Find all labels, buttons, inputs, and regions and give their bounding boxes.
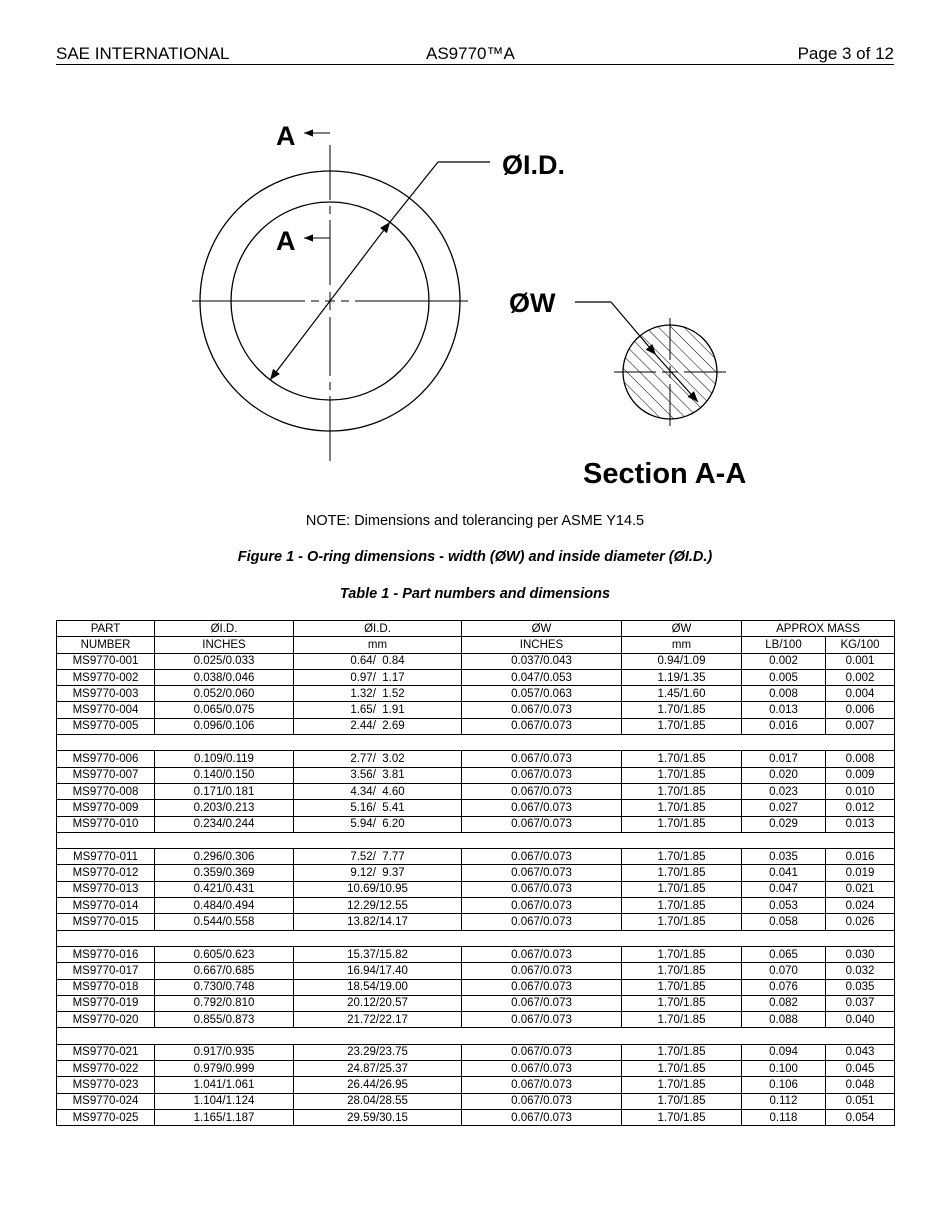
table-row <box>57 816 895 832</box>
id-inches-cell: 0.979/0.999 <box>155 1061 294 1077</box>
w-mm-cell: 1.19/1.35 <box>622 669 742 685</box>
mass-lb-cell: 0.035 <box>742 849 826 865</box>
part-number-cell: MS9770-006 <box>57 751 155 767</box>
mass-kg-cell: 0.019 <box>826 865 895 881</box>
id-inches-cell: 0.025/0.033 <box>155 653 294 669</box>
w-mm-cell: 1.70/1.85 <box>622 881 742 897</box>
dimension-note: NOTE: Dimensions and tolerancing per ASME Y14.5 <box>305 513 645 529</box>
id-inches-cell: 1.104/1.124 <box>155 1093 294 1109</box>
id-inches-cell: 0.855/0.873 <box>155 1012 294 1028</box>
center-lines <box>192 145 468 461</box>
mass-lb-cell: 0.005 <box>742 669 826 685</box>
subheader-mm: mm <box>294 637 462 653</box>
part-number-cell: MS9770-021 <box>57 1044 155 1060</box>
subheader-mm: mm <box>622 637 742 653</box>
id-inches-cell: 0.667/0.685 <box>155 963 294 979</box>
mass-lb-cell: 0.076 <box>742 979 826 995</box>
w-inches-cell: 0.067/0.073 <box>462 963 622 979</box>
w-inches-cell: 0.067/0.073 <box>462 1061 622 1077</box>
w-mm-cell: 1.70/1.85 <box>622 1109 742 1125</box>
part-number-cell: MS9770-004 <box>57 702 155 718</box>
w-inches-cell: 0.067/0.073 <box>462 1012 622 1028</box>
mass-lb-cell: 0.100 <box>742 1061 826 1077</box>
w-inches-cell: 0.067/0.073 <box>462 881 622 897</box>
w-inches-cell: 0.067/0.073 <box>462 1077 622 1093</box>
table-row <box>57 963 895 979</box>
table-header-row <box>57 621 895 637</box>
w-inches-cell: 0.067/0.073 <box>462 849 622 865</box>
mass-kg-cell: 0.010 <box>826 783 895 799</box>
mass-lb-cell: 0.053 <box>742 898 826 914</box>
part-number-cell: MS9770-025 <box>57 1109 155 1125</box>
id-inches-cell: 0.730/0.748 <box>155 979 294 995</box>
part-number-cell: MS9770-015 <box>57 914 155 930</box>
table-row <box>57 946 895 962</box>
w-mm-cell: 1.70/1.85 <box>622 702 742 718</box>
header-part: PART <box>57 621 155 637</box>
subheader-number: NUMBER <box>57 637 155 653</box>
part-number-cell: MS9770-002 <box>57 669 155 685</box>
group-spacer-row <box>57 930 895 946</box>
w-mm-cell: 1.70/1.85 <box>622 898 742 914</box>
w-inches-cell: 0.067/0.073 <box>462 783 622 799</box>
id-inches-cell: 0.140/0.150 <box>155 767 294 783</box>
w-inches-cell: 0.067/0.073 <box>462 702 622 718</box>
w-mm-cell: 1.70/1.85 <box>622 946 742 962</box>
w-inches-cell: 0.067/0.073 <box>462 1109 622 1125</box>
header-page-number: Page 3 of 12 <box>797 44 894 63</box>
mass-lb-cell: 0.023 <box>742 783 826 799</box>
mass-kg-cell: 0.001 <box>826 653 895 669</box>
part-number-cell: MS9770-022 <box>57 1061 155 1077</box>
mass-lb-cell: 0.118 <box>742 1109 826 1125</box>
part-number-cell: MS9770-010 <box>57 816 155 832</box>
id-inches-cell: 1.165/1.187 <box>155 1109 294 1125</box>
w-mm-cell: 1.70/1.85 <box>622 1012 742 1028</box>
table-row <box>57 702 895 718</box>
mass-lb-cell: 0.065 <box>742 946 826 962</box>
table-caption: Table 1 - Part numbers and dimensions <box>339 586 611 602</box>
id-mm-cell: 13.82/14.17 <box>294 914 462 930</box>
part-number-cell: MS9770-003 <box>57 686 155 702</box>
w-mm-cell: 1.70/1.85 <box>622 816 742 832</box>
part-number-cell: MS9770-014 <box>57 898 155 914</box>
mass-kg-cell: 0.026 <box>826 914 895 930</box>
mass-lb-cell: 0.106 <box>742 1077 826 1093</box>
id-mm-cell: 1.65/ 1.91 <box>294 702 462 718</box>
id-mm-cell: 16.94/17.40 <box>294 963 462 979</box>
id-inches-cell: 0.917/0.935 <box>155 1044 294 1060</box>
part-number-cell: MS9770-005 <box>57 718 155 734</box>
table-row <box>57 686 895 702</box>
mass-kg-cell: 0.002 <box>826 669 895 685</box>
mass-lb-cell: 0.002 <box>742 653 826 669</box>
mass-kg-cell: 0.012 <box>826 800 895 816</box>
mass-lb-cell: 0.082 <box>742 995 826 1011</box>
group-spacer-row <box>57 1028 895 1044</box>
id-inches-cell: 0.052/0.060 <box>155 686 294 702</box>
id-mm-cell: 9.12/ 9.37 <box>294 865 462 881</box>
table-row <box>57 995 895 1011</box>
w-mm-cell: 1.70/1.85 <box>622 963 742 979</box>
part-number-cell: MS9770-019 <box>57 995 155 1011</box>
w-inches-cell: 0.067/0.073 <box>462 946 622 962</box>
table-row <box>57 865 895 881</box>
mass-kg-cell: 0.009 <box>826 767 895 783</box>
id-mm-cell: 18.54/19.00 <box>294 979 462 995</box>
w-mm-cell: 1.70/1.85 <box>622 1093 742 1109</box>
mass-kg-cell: 0.006 <box>826 702 895 718</box>
header-organization: SAE INTERNATIONAL <box>56 44 230 63</box>
id-mm-cell: 5.16/ 5.41 <box>294 800 462 816</box>
table-row <box>57 979 895 995</box>
id-inches-cell: 0.065/0.075 <box>155 702 294 718</box>
id-mm-cell: 2.44/ 2.69 <box>294 718 462 734</box>
header-id-inches: ØI.D. <box>155 621 294 637</box>
table-row <box>57 1077 895 1093</box>
w-mm-cell: 1.70/1.85 <box>622 849 742 865</box>
label-a-top: A <box>276 121 296 151</box>
id-inches-cell: 0.171/0.181 <box>155 783 294 799</box>
mass-lb-cell: 0.094 <box>742 1044 826 1060</box>
mass-kg-cell: 0.040 <box>826 1012 895 1028</box>
id-mm-cell: 7.52/ 7.77 <box>294 849 462 865</box>
part-numbers-table <box>56 620 895 1126</box>
id-inches-cell: 0.544/0.558 <box>155 914 294 930</box>
mass-lb-cell: 0.088 <box>742 1012 826 1028</box>
id-mm-cell: 21.72/22.17 <box>294 1012 462 1028</box>
w-mm-cell: 1.70/1.85 <box>622 1061 742 1077</box>
mass-kg-cell: 0.045 <box>826 1061 895 1077</box>
part-number-cell: MS9770-017 <box>57 963 155 979</box>
w-inches-cell: 0.037/0.043 <box>462 653 622 669</box>
mass-lb-cell: 0.029 <box>742 816 826 832</box>
table-row <box>57 914 895 930</box>
id-inches-cell: 0.096/0.106 <box>155 718 294 734</box>
w-inches-cell: 0.067/0.073 <box>462 1044 622 1060</box>
subheader-kg: KG/100 <box>826 637 895 653</box>
mass-kg-cell: 0.043 <box>826 1044 895 1060</box>
id-mm-cell: 2.77/ 3.02 <box>294 751 462 767</box>
figure-caption: Figure 1 - O-ring dimensions - width (ØW) and inside diameter (ØI.D.) <box>237 549 713 565</box>
mass-kg-cell: 0.035 <box>826 979 895 995</box>
id-mm-cell: 0.97/ 1.17 <box>294 669 462 685</box>
mass-kg-cell: 0.016 <box>826 849 895 865</box>
group-spacer-row <box>57 735 895 751</box>
id-inches-cell: 0.234/0.244 <box>155 816 294 832</box>
mass-lb-cell: 0.070 <box>742 963 826 979</box>
mass-lb-cell: 0.041 <box>742 865 826 881</box>
w-inches-cell: 0.047/0.053 <box>462 669 622 685</box>
spacer-cell <box>57 930 895 946</box>
id-inches-cell: 0.203/0.213 <box>155 800 294 816</box>
o-ring-figure <box>0 0 950 500</box>
id-inches-cell: 0.605/0.623 <box>155 946 294 962</box>
w-mm-cell: 1.70/1.85 <box>622 718 742 734</box>
w-inches-cell: 0.067/0.073 <box>462 995 622 1011</box>
w-mm-cell: 1.70/1.85 <box>622 865 742 881</box>
table-subheader-row <box>57 637 895 653</box>
w-mm-cell: 0.94/1.09 <box>622 653 742 669</box>
mass-kg-cell: 0.051 <box>826 1093 895 1109</box>
subheader-inches: INCHES <box>155 637 294 653</box>
part-number-cell: MS9770-001 <box>57 653 155 669</box>
part-number-cell: MS9770-020 <box>57 1012 155 1028</box>
w-mm-cell: 1.70/1.85 <box>622 914 742 930</box>
id-inches-cell: 0.484/0.494 <box>155 898 294 914</box>
w-inches-cell: 0.067/0.073 <box>462 718 622 734</box>
header-document-number: AS9770™A <box>426 44 515 63</box>
w-inches-cell: 0.057/0.063 <box>462 686 622 702</box>
label-section: Section A-A <box>583 458 747 490</box>
table-row <box>57 1093 895 1109</box>
w-inches-cell: 0.067/0.073 <box>462 898 622 914</box>
group-spacer-row <box>57 832 895 848</box>
w-inches-cell: 0.067/0.073 <box>462 865 622 881</box>
table-row <box>57 1061 895 1077</box>
mass-lb-cell: 0.027 <box>742 800 826 816</box>
spacer-cell <box>57 1028 895 1044</box>
mass-kg-cell: 0.054 <box>826 1109 895 1125</box>
w-inches-cell: 0.067/0.073 <box>462 767 622 783</box>
id-mm-cell: 10.69/10.95 <box>294 881 462 897</box>
id-mm-cell: 20.12/20.57 <box>294 995 462 1011</box>
mass-lb-cell: 0.058 <box>742 914 826 930</box>
id-mm-cell: 23.29/23.75 <box>294 1044 462 1060</box>
w-inches-cell: 0.067/0.073 <box>462 914 622 930</box>
mass-lb-cell: 0.016 <box>742 718 826 734</box>
id-mm-cell: 3.56/ 3.81 <box>294 767 462 783</box>
w-mm-cell: 1.70/1.85 <box>622 800 742 816</box>
id-inches-cell: 0.792/0.810 <box>155 995 294 1011</box>
id-mm-cell: 28.04/28.55 <box>294 1093 462 1109</box>
w-mm-cell: 1.70/1.85 <box>622 1077 742 1093</box>
label-width: ØW <box>509 288 556 318</box>
table-row <box>57 881 895 897</box>
mass-kg-cell: 0.048 <box>826 1077 895 1093</box>
part-number-cell: MS9770-024 <box>57 1093 155 1109</box>
part-number-cell: MS9770-011 <box>57 849 155 865</box>
mass-kg-cell: 0.004 <box>826 686 895 702</box>
table-row <box>57 1044 895 1060</box>
table-row <box>57 898 895 914</box>
table-row <box>57 653 895 669</box>
mass-lb-cell: 0.020 <box>742 767 826 783</box>
mass-kg-cell: 0.008 <box>826 751 895 767</box>
mass-kg-cell: 0.007 <box>826 718 895 734</box>
w-inches-cell: 0.067/0.073 <box>462 751 622 767</box>
w-inches-cell: 0.067/0.073 <box>462 800 622 816</box>
mass-kg-cell: 0.037 <box>826 995 895 1011</box>
w-mm-cell: 1.70/1.85 <box>622 995 742 1011</box>
mass-lb-cell: 0.017 <box>742 751 826 767</box>
w-inches-cell: 0.067/0.073 <box>462 979 622 995</box>
id-inches-cell: 0.359/0.369 <box>155 865 294 881</box>
id-mm-cell: 29.59/30.15 <box>294 1109 462 1125</box>
table-row <box>57 751 895 767</box>
w-mm-cell: 1.70/1.85 <box>622 783 742 799</box>
part-number-cell: MS9770-018 <box>57 979 155 995</box>
id-mm-cell: 4.34/ 4.60 <box>294 783 462 799</box>
mass-kg-cell: 0.030 <box>826 946 895 962</box>
id-inches-cell: 0.109/0.119 <box>155 751 294 767</box>
w-mm-cell: 1.70/1.85 <box>622 979 742 995</box>
mass-kg-cell: 0.013 <box>826 816 895 832</box>
part-number-cell: MS9770-023 <box>57 1077 155 1093</box>
w-mm-cell: 1.70/1.85 <box>622 767 742 783</box>
id-inches-cell: 0.421/0.431 <box>155 881 294 897</box>
w-mm-cell: 1.70/1.85 <box>622 1044 742 1060</box>
label-a-inner: A <box>276 226 296 256</box>
part-number-cell: MS9770-009 <box>57 800 155 816</box>
w-mm-cell: 1.70/1.85 <box>622 751 742 767</box>
header-id-mm: ØI.D. <box>294 621 462 637</box>
mass-lb-cell: 0.047 <box>742 881 826 897</box>
id-mm-cell: 26.44/26.95 <box>294 1077 462 1093</box>
subheader-inches: INCHES <box>462 637 622 653</box>
id-mm-cell: 24.87/25.37 <box>294 1061 462 1077</box>
mass-lb-cell: 0.013 <box>742 702 826 718</box>
spacer-cell <box>57 832 895 848</box>
table-row <box>57 1109 895 1125</box>
table-row <box>57 783 895 799</box>
table-row <box>57 669 895 685</box>
mass-kg-cell: 0.032 <box>826 963 895 979</box>
id-mm-cell: 5.94/ 6.20 <box>294 816 462 832</box>
cross-section-center-lines <box>614 318 726 426</box>
w-mm-cell: 1.45/1.60 <box>622 686 742 702</box>
table-row <box>57 800 895 816</box>
subheader-lb: LB/100 <box>742 637 826 653</box>
mass-lb-cell: 0.008 <box>742 686 826 702</box>
id-inches-cell: 0.296/0.306 <box>155 849 294 865</box>
part-number-cell: MS9770-008 <box>57 783 155 799</box>
part-number-cell: MS9770-007 <box>57 767 155 783</box>
id-mm-cell: 12.29/12.55 <box>294 898 462 914</box>
table-body <box>57 653 895 1126</box>
part-number-cell: MS9770-012 <box>57 865 155 881</box>
table-row <box>57 718 895 734</box>
w-inches-cell: 0.067/0.073 <box>462 1093 622 1109</box>
mass-kg-cell: 0.021 <box>826 881 895 897</box>
table-row <box>57 849 895 865</box>
header-approx-mass: APPROX MASS <box>742 621 895 637</box>
part-number-cell: MS9770-016 <box>57 946 155 962</box>
header-w-inches: ØW <box>462 621 622 637</box>
id-mm-cell: 0.64/ 0.84 <box>294 653 462 669</box>
mass-kg-cell: 0.024 <box>826 898 895 914</box>
w-inches-cell: 0.067/0.073 <box>462 816 622 832</box>
id-mm-cell: 15.37/15.82 <box>294 946 462 962</box>
section-arrows <box>304 133 330 238</box>
header-w-mm: ØW <box>622 621 742 637</box>
id-inches-cell: 0.038/0.046 <box>155 669 294 685</box>
label-inside-diameter: ØI.D. <box>502 150 566 180</box>
table-row <box>57 1012 895 1028</box>
id-mm-cell: 1.32/ 1.52 <box>294 686 462 702</box>
mass-lb-cell: 0.112 <box>742 1093 826 1109</box>
spacer-cell <box>57 735 895 751</box>
table-row <box>57 767 895 783</box>
part-number-cell: MS9770-013 <box>57 881 155 897</box>
id-inches-cell: 1.041/1.061 <box>155 1077 294 1093</box>
